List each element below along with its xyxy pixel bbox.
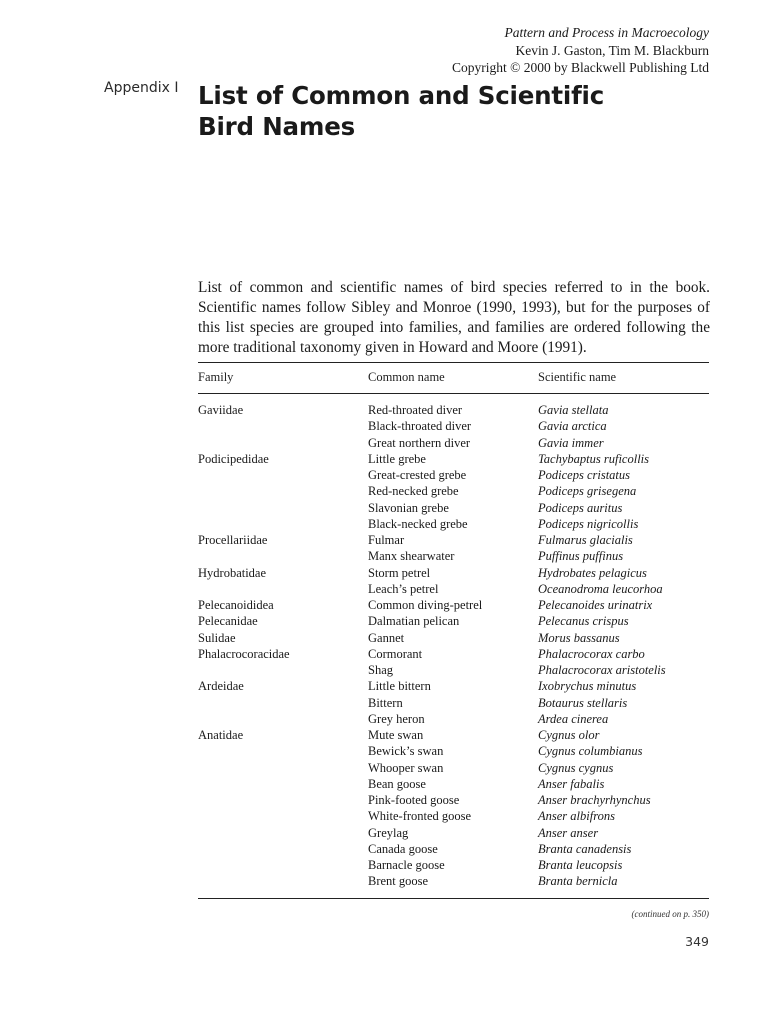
table-row (198, 776, 710, 792)
appendix-label: Appendix I (104, 80, 179, 96)
scientific-name-cell: Branta leucopsis (538, 858, 623, 872)
common-name-cell: Dalmatian pelican (368, 614, 460, 629)
common-name-cell: White-fronted goose (368, 809, 472, 824)
table-row (198, 873, 710, 889)
common-name-cell: Black-necked grebe (368, 516, 468, 531)
table-row (198, 581, 710, 597)
family-cell: Anatidae (198, 728, 244, 742)
common-name-cell: Black-throated diver (368, 419, 472, 434)
common-name-cell: Red-throated diver (368, 403, 463, 417)
table-row (198, 760, 710, 776)
table-row (198, 857, 710, 873)
scientific-name-cell: Podiceps auritus (538, 500, 623, 515)
page-number: 349 (685, 934, 709, 949)
column-header-scientific-name: Scientific name (538, 370, 617, 384)
scientific-name-cell: Cygnus columbianus (538, 744, 643, 759)
table-row (198, 597, 710, 613)
scientific-name-cell: Podiceps nigricollis (538, 516, 639, 531)
table-row (198, 841, 710, 857)
common-name-cell: Great northern diver (368, 435, 471, 450)
table-row (198, 711, 710, 727)
common-name-cell: Great-crested grebe (368, 468, 467, 482)
book-authors: Kevin J. Gaston, Tim M. Blackburn (515, 42, 709, 58)
page-title-line-2: Bird Names (198, 112, 355, 141)
scientific-name-cell: Podiceps grisegena (538, 484, 637, 499)
page-title (198, 80, 604, 142)
scientific-name-cell: Gavia stellata (538, 403, 609, 417)
scientific-name-cell: Ixobrychus minutus (538, 679, 637, 694)
table-row (198, 662, 710, 678)
table-row (198, 483, 710, 499)
scientific-name-cell: Anser anser (538, 825, 599, 840)
table-row (198, 743, 710, 759)
scientific-name-cell: Gavia arctica (538, 419, 607, 434)
common-name-cell: Red-necked grebe (368, 484, 459, 499)
scientific-name-cell: Anser albifrons (538, 809, 615, 824)
table-header-rule (198, 393, 709, 394)
common-name-cell: Storm petrel (368, 565, 431, 580)
common-name-cell: Greylag (368, 825, 409, 840)
scientific-name-cell: Anser fabalis (538, 776, 605, 791)
column-header-common-name: Common name (368, 370, 445, 384)
scientific-name-cell: Tachybaptus ruficollis (538, 451, 650, 466)
common-name-cell: Slavonian grebe (368, 500, 449, 515)
scientific-name-cell: Branta canadensis (538, 841, 632, 856)
scientific-name-cell: Branta bernicla (538, 874, 618, 889)
scientific-name-cell: Anser brachyrhynchus (538, 793, 651, 807)
common-name-cell: Brent goose (368, 874, 429, 889)
table-row (198, 825, 710, 841)
common-name-cell: Little grebe (368, 451, 426, 466)
scientific-name-cell: Fulmarus glacialis (538, 533, 633, 547)
table-row (198, 418, 710, 434)
family-cell: Pelecanidae (198, 614, 258, 629)
common-name-cell: Manx shearwater (368, 549, 455, 564)
table-row (198, 727, 710, 743)
table-row (198, 451, 710, 467)
common-name-cell: Shag (368, 663, 393, 677)
family-cell: Procellariidae (198, 533, 268, 547)
scientific-name-cell: Hydrobates pelagicus (538, 565, 647, 580)
intro-paragraph: List of common and scientific names of bird species referred to in the book. Scientific names follow Sibley and Monroe (1990, 1993), but for the purposes of this list species are grouped into families, and families are ordered following the more traditional taxonomy given in Howard and Moore (1991). (198, 279, 710, 356)
table-row (198, 467, 710, 483)
common-name-cell: Fulmar (368, 533, 405, 547)
scientific-name-cell: Botaurus stellaris (538, 695, 628, 710)
common-name-cell: Leach’s petrel (368, 581, 439, 596)
common-name-cell: Whooper swan (368, 760, 444, 775)
table-row (198, 678, 710, 694)
common-name-cell: Canada goose (368, 841, 438, 856)
table-row (198, 435, 710, 451)
common-name-cell: Mute swan (368, 728, 424, 742)
family-cell: Sulidae (198, 630, 236, 645)
scientific-name-cell: Ardea cinerea (538, 711, 609, 726)
scientific-name-cell: Phalacrocorax carbo (538, 646, 645, 661)
column-header-family: Family (198, 370, 234, 384)
scientific-name-cell: Puffinus puffinus (538, 549, 624, 564)
scientific-name-cell: Cygnus olor (538, 728, 600, 742)
scientific-name-cell: Pelecanoides urinatrix (538, 598, 653, 612)
table-row (198, 646, 710, 662)
common-name-cell: Grey heron (368, 711, 425, 726)
scientific-name-cell: Podiceps cristatus (538, 468, 631, 482)
family-cell: Gaviidae (198, 403, 244, 417)
common-name-cell: Little bittern (368, 679, 431, 694)
running-header (452, 24, 709, 77)
common-name-cell: Bean goose (368, 776, 426, 791)
page-title-line-1: List of Common and Scientific (198, 81, 605, 110)
table-row (198, 792, 710, 808)
table-row (198, 500, 710, 516)
table-row (198, 695, 710, 711)
family-cell: Phalacrocoracidae (198, 646, 290, 661)
bird-names-table-body (198, 402, 710, 890)
family-cell: Hydrobatidae (198, 565, 267, 580)
table-row (198, 613, 710, 629)
common-name-cell: Bewick’s swan (368, 744, 444, 759)
table-row (198, 402, 710, 418)
common-name-cell: Gannet (368, 630, 405, 645)
table-row (198, 532, 710, 548)
common-name-cell: Common diving-petrel (368, 598, 483, 612)
table-row (198, 808, 710, 824)
continued-note: (continued on p. 350) (631, 909, 709, 919)
common-name-cell: Barnacle goose (368, 858, 445, 872)
scientific-name-cell: Pelecanus crispus (538, 614, 629, 629)
family-cell: Ardeidae (198, 679, 244, 694)
table-row (198, 630, 710, 646)
scientific-name-cell: Phalacrocorax aristotelis (538, 663, 666, 677)
table-top-rule (198, 362, 709, 363)
table-bottom-rule (198, 898, 709, 899)
table-row (198, 516, 710, 532)
common-name-cell: Cormorant (368, 646, 423, 661)
scientific-name-cell: Morus bassanus (538, 630, 620, 645)
scientific-name-cell: Gavia immer (538, 435, 604, 450)
scientific-name-cell: Oceanodroma leucorhoa (538, 581, 663, 596)
table-row (198, 548, 710, 564)
common-name-cell: Pink-footed goose (368, 793, 460, 807)
family-cell: Podicipedidae (198, 451, 269, 466)
table-row (198, 565, 710, 581)
book-title: Pattern and Process in Macroecology (504, 25, 709, 40)
common-name-cell: Bittern (368, 695, 403, 710)
scientific-name-cell: Cygnus cygnus (538, 760, 614, 775)
family-cell: Pelecanoididea (198, 598, 274, 612)
copyright-notice: Copyright © 2000 by Blackwell Publishing Ltd (451, 60, 709, 75)
